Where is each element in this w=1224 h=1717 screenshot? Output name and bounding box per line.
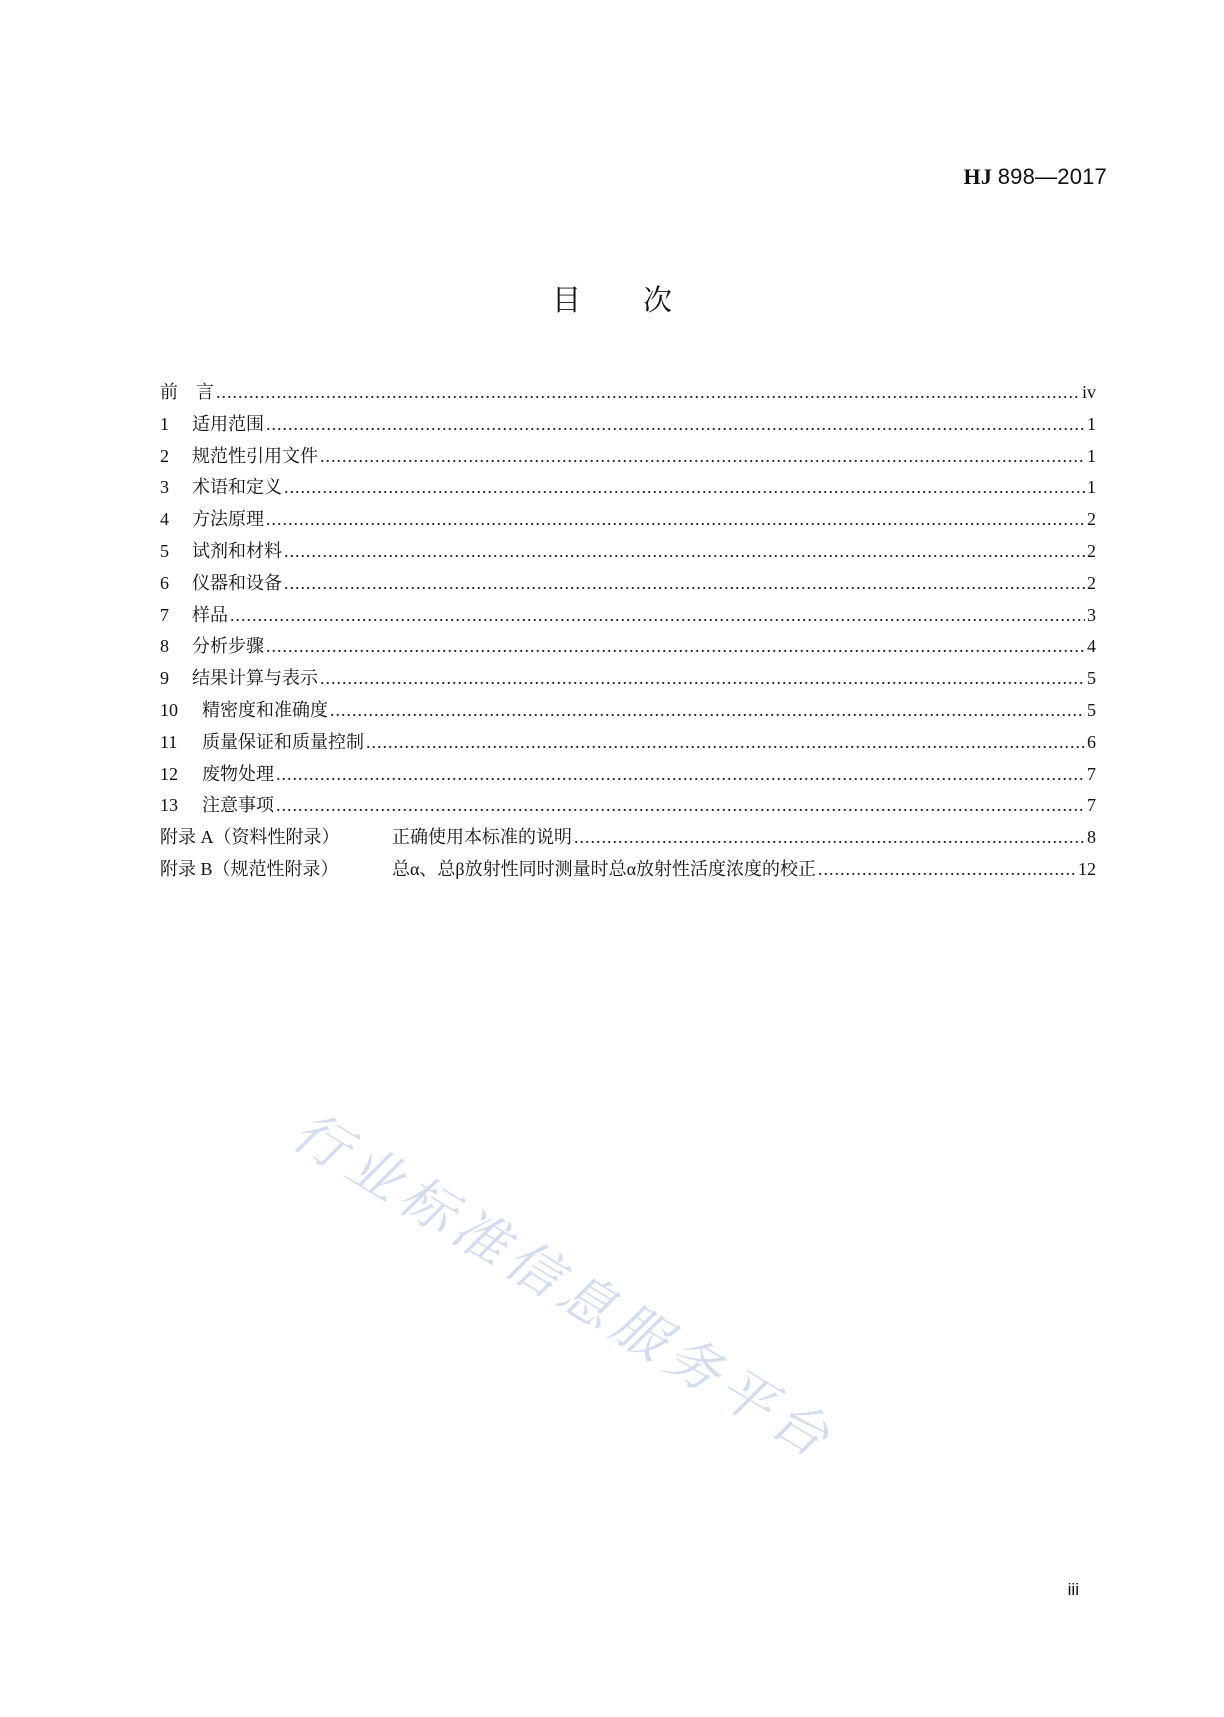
toc-entry-number: 13: [160, 795, 178, 816]
toc-entry-number: 7: [160, 604, 169, 625]
toc-entry-label: 样品: [192, 604, 228, 625]
toc-dot-leader: [230, 605, 1085, 626]
page-title: 目次: [551, 283, 734, 317]
toc-entry-label: 前 言: [160, 382, 214, 402]
toc-entry-page: 2: [1087, 540, 1096, 561]
toc-entry-page: 7: [1087, 795, 1096, 816]
toc-entry-4[interactable]: [160, 505, 1096, 537]
toc-entry-11[interactable]: [160, 728, 1096, 760]
toc-entry-label: 正确使用本标准的说明: [392, 827, 572, 848]
toc-entry-number: 6: [160, 572, 169, 593]
toc-dot-leader: [284, 573, 1085, 594]
toc-entry-page: 3: [1087, 604, 1096, 625]
toc-dot-leader: [320, 668, 1085, 689]
toc-dot-leader: [320, 446, 1085, 467]
toc-appendix-label: 附录 A（资料性附录）: [160, 827, 340, 848]
standard-code: [964, 164, 1107, 190]
toc-appendix-label: 附录 B（规范性附录）: [160, 858, 339, 879]
toc-entry-page: 5: [1087, 668, 1096, 689]
table-of-contents: [160, 378, 1096, 887]
toc-entry-page: 7: [1087, 763, 1096, 784]
standard-code-prefix: HJ: [963, 164, 993, 189]
toc-entry-label: 适用范围: [192, 413, 264, 434]
toc-entry-label: 术语和定义: [192, 477, 282, 498]
toc-entry-3[interactable]: [160, 473, 1096, 505]
page-number: iii: [1067, 1580, 1079, 1599]
toc-entry-appendix-b[interactable]: [160, 855, 1096, 887]
toc-entry-page: 8: [1087, 827, 1096, 848]
toc-entry-label: 注意事项: [202, 795, 274, 816]
standard-code-number: 898—2017: [997, 164, 1107, 189]
toc-entry-2[interactable]: [160, 442, 1096, 474]
toc-entry-10[interactable]: [160, 696, 1096, 728]
toc-entry-number: 11: [160, 731, 178, 752]
toc-entry-label: 结果计算与表示: [192, 668, 318, 689]
toc-dot-leader: [266, 636, 1085, 657]
toc-entry-8[interactable]: [160, 632, 1096, 664]
toc-entry-9[interactable]: [160, 664, 1096, 696]
toc-dot-leader: [266, 509, 1085, 530]
toc-entry-number: 9: [160, 668, 169, 689]
toc-dot-leader: [574, 827, 1085, 848]
toc-entry-page: 6: [1087, 731, 1096, 752]
watermark: 行业标准信息服务平台: [281, 1099, 846, 1473]
toc-entry-label: 总α、总β放射性同时测量时总α放射性活度浓度的校正: [392, 858, 817, 879]
toc-entry-label: 质量保证和质量控制: [202, 731, 364, 752]
toc-dot-leader: [276, 764, 1085, 785]
toc-entry-number: 12: [160, 763, 178, 784]
toc-dot-leader: [284, 541, 1085, 562]
toc-entry-page: 4: [1087, 636, 1096, 657]
toc-entry-page: 2: [1087, 572, 1096, 593]
toc-entry-number: 8: [160, 636, 169, 657]
toc-dot-leader: [366, 732, 1085, 753]
toc-entry-5[interactable]: [160, 537, 1096, 569]
toc-entry-number: 2: [160, 445, 169, 466]
toc-dot-leader: [276, 795, 1085, 816]
toc-entry-number: 5: [160, 540, 169, 561]
toc-entry-label: 分析步骤: [192, 636, 264, 657]
toc-entry-7[interactable]: [160, 601, 1096, 633]
toc-entry-foreword[interactable]: [160, 378, 1096, 410]
toc-entry-1[interactable]: [160, 410, 1096, 442]
toc-entry-page: 5: [1087, 699, 1096, 720]
toc-entry-label: 仪器和设备: [192, 572, 282, 593]
toc-entry-label: 精密度和准确度: [202, 699, 328, 720]
toc-dot-leader: [266, 414, 1085, 435]
toc-dot-leader: [330, 700, 1085, 721]
toc-entry-label: 方法原理: [192, 509, 264, 530]
toc-dot-leader: [284, 477, 1085, 498]
toc-entry-6[interactable]: [160, 569, 1096, 601]
toc-entry-label: 规范性引用文件: [192, 445, 318, 466]
toc-entry-appendix-a[interactable]: [160, 823, 1096, 855]
toc-entry-number: 10: [160, 699, 178, 720]
toc-entry-page: iv: [1081, 382, 1096, 402]
toc-entry-label: 废物处理: [202, 763, 274, 784]
toc-dot-leader: [818, 859, 1076, 880]
toc-dot-leader: [216, 382, 1080, 403]
toc-entry-page: 1: [1087, 413, 1096, 434]
toc-entry-page: 1: [1087, 477, 1096, 498]
toc-entry-13[interactable]: [160, 791, 1096, 823]
toc-entry-number: 3: [160, 477, 169, 498]
toc-entry-label: 试剂和材料: [192, 540, 282, 561]
toc-entry-number: 1: [160, 413, 169, 434]
toc-entry-page: 2: [1087, 509, 1096, 530]
toc-entry-12[interactable]: [160, 760, 1096, 792]
toc-entry-number: 4: [160, 509, 169, 530]
toc-entry-page: 1: [1087, 445, 1096, 466]
toc-entry-page: 12: [1078, 858, 1096, 879]
